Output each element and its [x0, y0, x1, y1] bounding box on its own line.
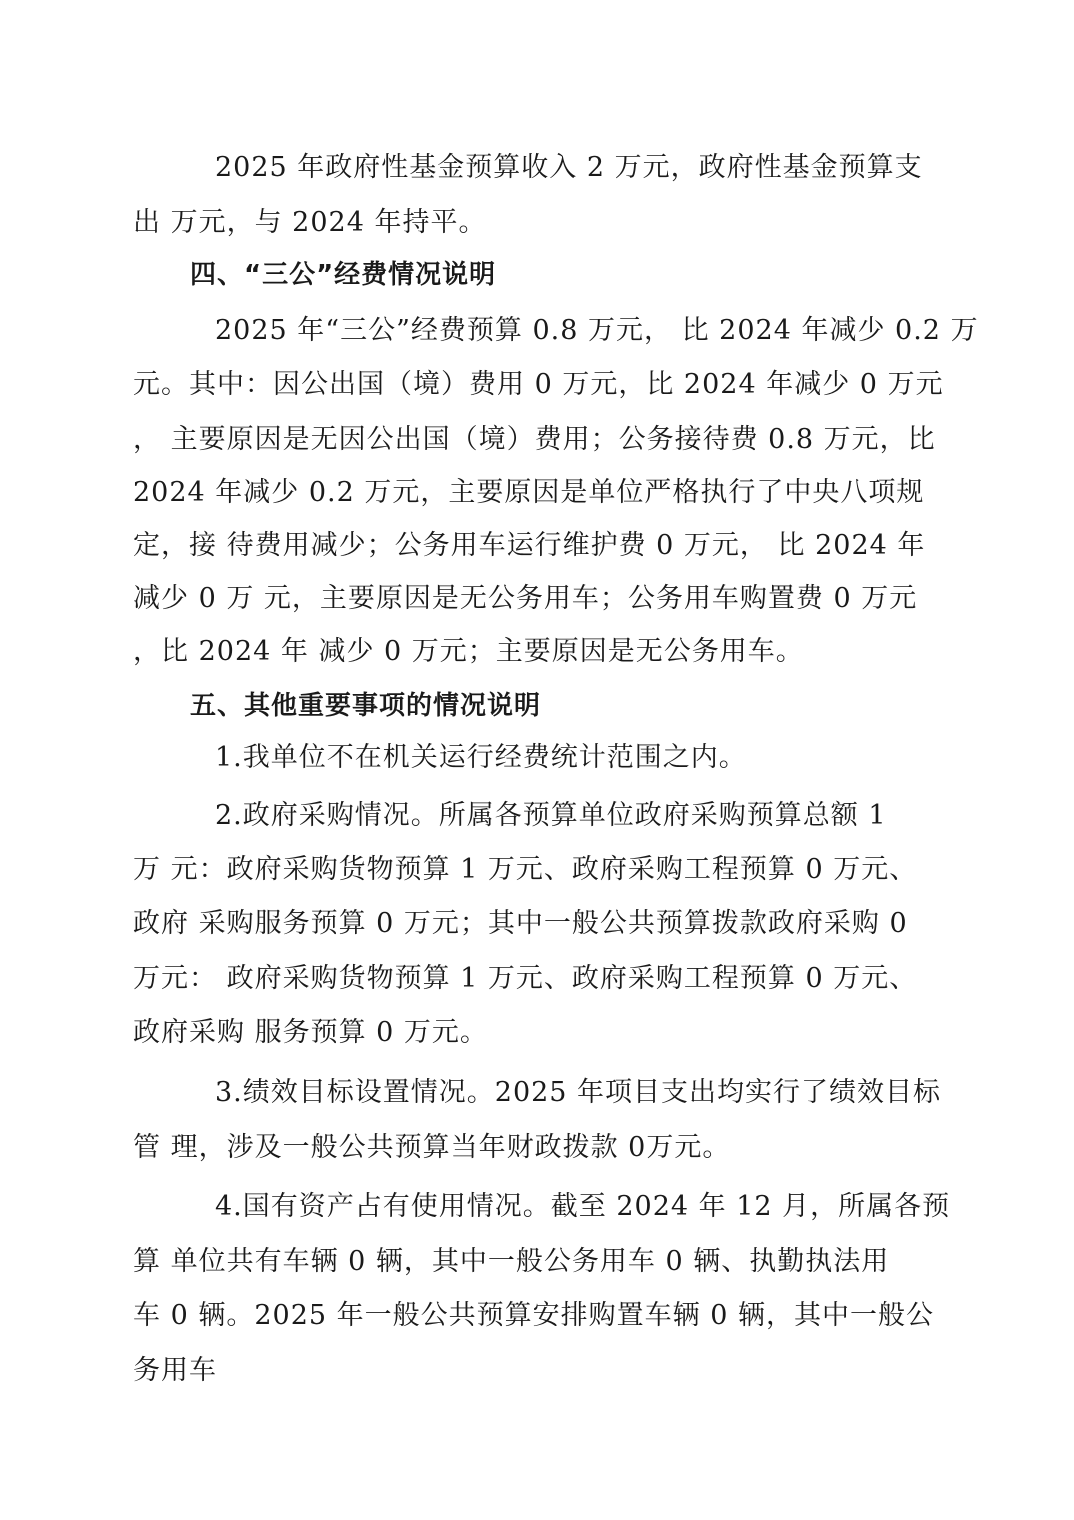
- item-4-line-4: 务用车: [133, 1355, 217, 1386]
- item-3-line-1: 3.绩效目标设置情况。2025 年项目支出均实行了绩效目标: [187, 1077, 942, 1108]
- item-2-line-3: 政府 采购服务预算 0 万元；其中一般公共预算拨款政府采购 0: [133, 908, 908, 939]
- item-2-line-2: 万 元：政府采购货物预算 1 万元、政府采购工程预算 0 万元、: [133, 854, 918, 885]
- paragraph-three-public-line-7: ，比 2024 年 减少 0 万元；主要原因是无公务用车。: [133, 636, 804, 667]
- item-3-line-2: 管 理，涉及一般公共预算当年财政拨款 0万元。: [133, 1132, 731, 1163]
- paragraph-fund-budget-line-1: 2025 年政府性基金预算收入 2 万元，政府性基金预算支: [187, 152, 923, 183]
- paragraph-three-public-line-6: 减少 0 万 元，主要原因是无公务用车；公务用车购置费 0 万元: [133, 583, 918, 614]
- paragraph-three-public-line-2: 元。其中：因公出国（境）费用 0 万元，比 2024 年减少 0 万元: [133, 369, 944, 400]
- item-4-line-1: 4.国有资产占有使用情况。截至 2024 年 12 月，所属各预: [187, 1191, 951, 1222]
- item-2-line-5: 政府采购 服务预算 0 万元。: [133, 1017, 488, 1048]
- item-4-line-2: 算 单位共有车辆 0 辆，其中一般公务用车 0 辆、执勤执法用: [133, 1246, 890, 1277]
- section-heading-three-public-expenses: 四、“三公”经费情况说明: [190, 260, 497, 290]
- item-2-line-1: 2.政府采购情况。所属各预算单位政府采购预算总额 1: [187, 800, 887, 831]
- item-2-line-4: 万元： 政府采购货物预算 1 万元、政府采购工程预算 0 万元、: [133, 963, 918, 994]
- item-4-line-3: 车 0 辆。2025 年一般公共预算安排购置车辆 0 辆，其中一般公: [133, 1300, 934, 1331]
- item-1-line-1: 1.我单位不在机关运行经费统计范围之内。: [187, 742, 747, 773]
- paragraph-three-public-line-1: 2025 年“三公”经费预算 0.8 万元， 比 2024 年减少 0.2 万: [187, 315, 979, 346]
- paragraph-three-public-line-3: ， 主要原因是无因公出国（境）费用；公务接待费 0.8 万元，比: [133, 424, 936, 455]
- paragraph-three-public-line-4: 2024 年减少 0.2 万元，主要原因是单位严格执行了中央八项规: [133, 477, 925, 508]
- paragraph-fund-budget-line-2: 出 万元，与 2024 年持平。: [133, 207, 487, 238]
- paragraph-three-public-line-5: 定，接 待费用减少；公务用车运行维护费 0 万元， 比 2024 年: [133, 530, 926, 561]
- section-heading-other-matters: 五、其他重要事项的情况说明: [190, 691, 542, 721]
